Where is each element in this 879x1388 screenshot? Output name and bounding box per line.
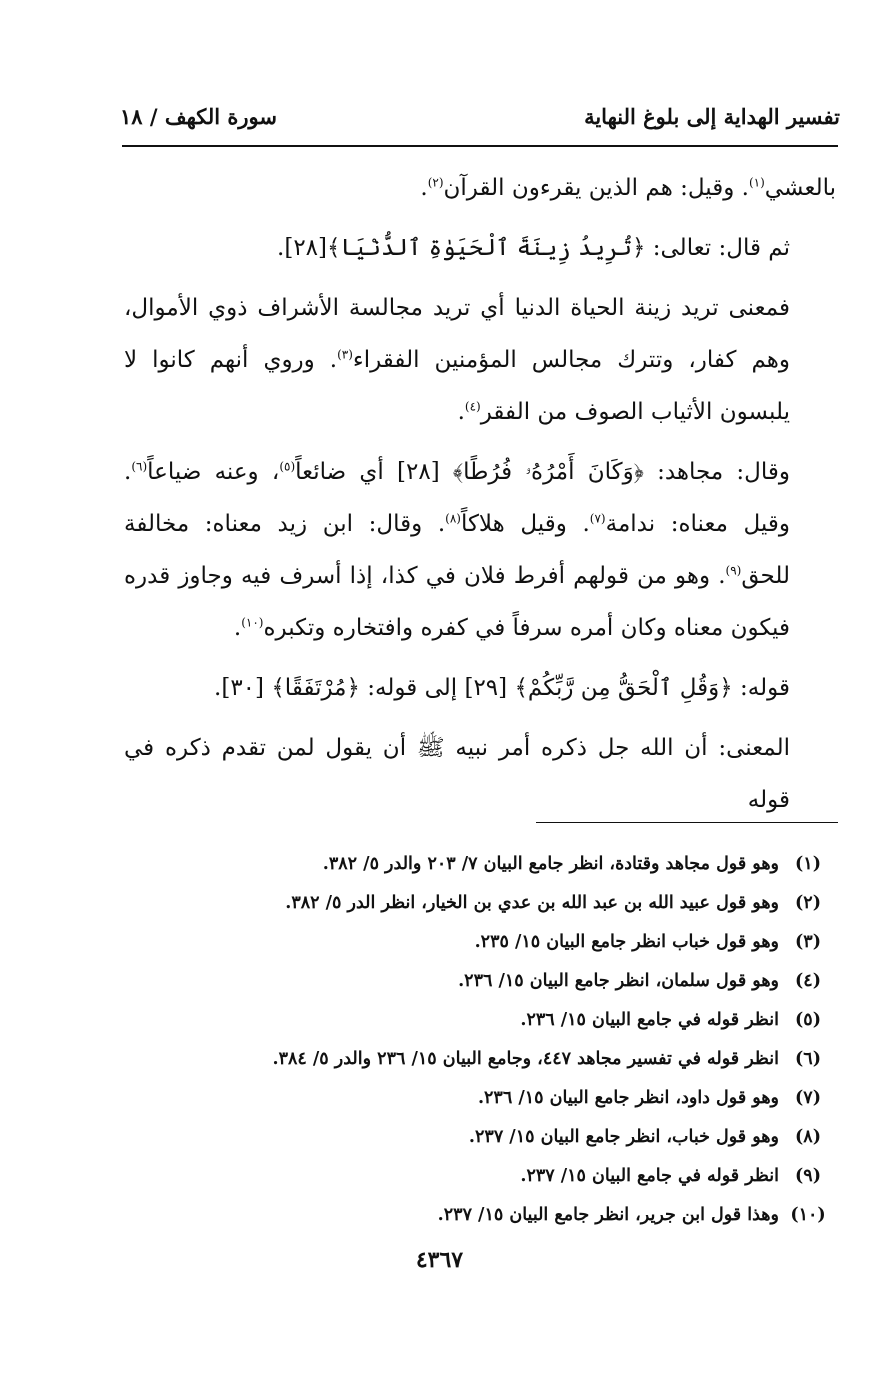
paragraph: بالعشي$^{(١)}$. وقيل: هم الذين يقرءون القرآن$^{(٢)}$. — [420, 175, 836, 201]
footnote-ref: (٩) — [725, 563, 742, 578]
quran-verse: ﴿وَكَانَ أَمْرُهُۥ فُرُطًا﴾ — [452, 459, 644, 485]
running-header — [120, 96, 840, 136]
footnote-text: وهو قول خباب انظر جامع البيان ١٥/ ٢٣٥. — [474, 931, 779, 952]
footnote-item — [237, 1156, 837, 1195]
footnote-number: (٥) — [795, 1009, 821, 1030]
quran-verse: ﴿مُرْتَفَقًا﴾ — [271, 675, 360, 701]
footnote-number: (٢) — [795, 892, 821, 913]
main-text — [124, 162, 836, 826]
footnote-text: وهو قول داود، انظر جامع البيان ١٥/ ٢٣٦. — [477, 1087, 779, 1108]
paragraph: قوله: ﴿وَقُلِ ٱلْحَقُّ مِن رَّبِّكُمْ﴾ [٢٩] إلى قوله: ﴿مُرْتَفَقًا﴾ [٣٠]. — [214, 675, 790, 701]
footnotes — [237, 844, 837, 1234]
footnote-ref: (٦) — [131, 459, 148, 474]
footnote-ref: (٥) — [279, 459, 296, 474]
footnote-ref: (١) — [748, 175, 765, 190]
quran-verse: ﴿تُرِيدُ زِينَةَ ٱلْحَيَوٰةِ ٱلدُّنْيَا﴾ — [327, 235, 646, 261]
footnote-ref: (٧) — [589, 511, 606, 526]
verse-ref: [٢٨]. — [277, 235, 328, 261]
footnote-ref: (٣) — [337, 347, 353, 362]
footnote-ref: (٤) — [464, 399, 481, 414]
footnote-item — [237, 961, 837, 1000]
footnote-item — [237, 1117, 837, 1156]
book-title: تفسير الهداية إلى بلوغ النهاية — [584, 103, 840, 129]
quran-verse: ﴿وَقُلِ ٱلْحَقُّ مِن رَّبِّكُمْ﴾ — [514, 675, 733, 701]
footnote-item — [237, 1078, 837, 1117]
footnote-text: انظر قوله في تفسير مجاهد ٤٤٧، وجامع البيان ١٥/ ٢٣٦ والدر ٥/ ٣٨٤. — [272, 1048, 779, 1069]
paragraph: المعنى: أن الله جل ذكره أمر نبيه ﷺ أن يقول لمن تقدم ذكره في قوله — [124, 735, 790, 813]
header-rule — [122, 145, 838, 147]
footnote-item — [237, 1000, 837, 1039]
footnote-item — [237, 844, 837, 883]
footnote-number: (٨) — [795, 1126, 821, 1147]
footnote-text: وهذا قول ابن جرير، انظر جامع البيان ١٥/ ٢٣٧. — [437, 1204, 779, 1225]
footnote-text: وهو قول مجاهد وقتادة، انظر جامع البيان ٧/ ٢٠٣ والدر ٥/ ٣٨٢. — [322, 853, 779, 874]
surah-title: سورة الكهف / ١٨ — [120, 103, 278, 129]
footnote-item — [237, 1195, 837, 1234]
footnote-number: (٦) — [795, 1048, 821, 1069]
footnote-item — [237, 1039, 837, 1078]
footnote-text: انظر قوله في جامع البيان ١٥/ ٢٣٦. — [520, 1009, 779, 1030]
footnote-number: (٣) — [795, 931, 821, 952]
footnote-text: وهو قول سلمان، انظر جامع البيان ١٥/ ٢٣٦. — [458, 970, 779, 991]
footnote-ref: (٢) — [427, 175, 444, 190]
paragraph: وقال: مجاهد: ﴿وَكَانَ أَمْرُهُۥ فُرُطًا﴾ [٢٨] أي ضائعاً$^{(٥)}$، وعنه ضياعاً$^{(٦)}$. وقيل معناه: ندامة$^{(٧)}$. وقيل هلاكاً$^{(٨)}$. وقال: ابن زيد معناه: مخالفة للحق$^{(٩)}$. وهو من قولهم أفرط فلان في كذا، إذا أسرف فيه وجاوز قدره فيكون معناه وكان أمره سرفاً في كفره وافتخاره وتكبره$^{(١٠)}$. — [124, 459, 791, 641]
page-number: ٤٣٦٧ — [415, 1247, 464, 1273]
footnote-item — [237, 883, 837, 922]
paragraph: فمعنى تريد زينة الحياة الدنيا أي تريد مجالسة الأشراف ذوي الأموال، وهم كفار، وتترك مجالس المؤمنين الفقراء$^{(٣)}$. وروي أنهم كانوا لا يلبسون الأثياب الصوف من الفقر$^{(٤)}$. — [124, 295, 791, 425]
footnote-number: (٤) — [795, 970, 821, 991]
footnote-ref: (١٠) — [241, 615, 264, 630]
footnote-number: (٧) — [795, 1087, 821, 1108]
footnote-number: (٩) — [795, 1165, 821, 1186]
footnote-text: انظر قوله في جامع البيان ١٥/ ٢٣٧. — [520, 1165, 779, 1186]
footnote-text: وهو قول خباب، انظر جامع البيان ١٥/ ٢٣٧. — [468, 1126, 779, 1147]
footnote-ref: (٨) — [445, 511, 461, 526]
footnote-number: (١) — [795, 853, 821, 874]
footnote-item — [237, 922, 837, 961]
footnote-separator — [536, 822, 838, 823]
footnote-text: وهو قول عبيد الله بن عبد الله بن عدي بن الخيار، انظر الدر ٥/ ٣٨٢. — [285, 892, 779, 913]
footnote-number: (١٠) — [790, 1204, 826, 1225]
paragraph: ثم قال: تعالى: ﴿تُرِيدُ زِينَةَ ٱلْحَيَوٰةِ ٱلدُّنْيَا﴾[٢٨]. — [277, 235, 790, 261]
